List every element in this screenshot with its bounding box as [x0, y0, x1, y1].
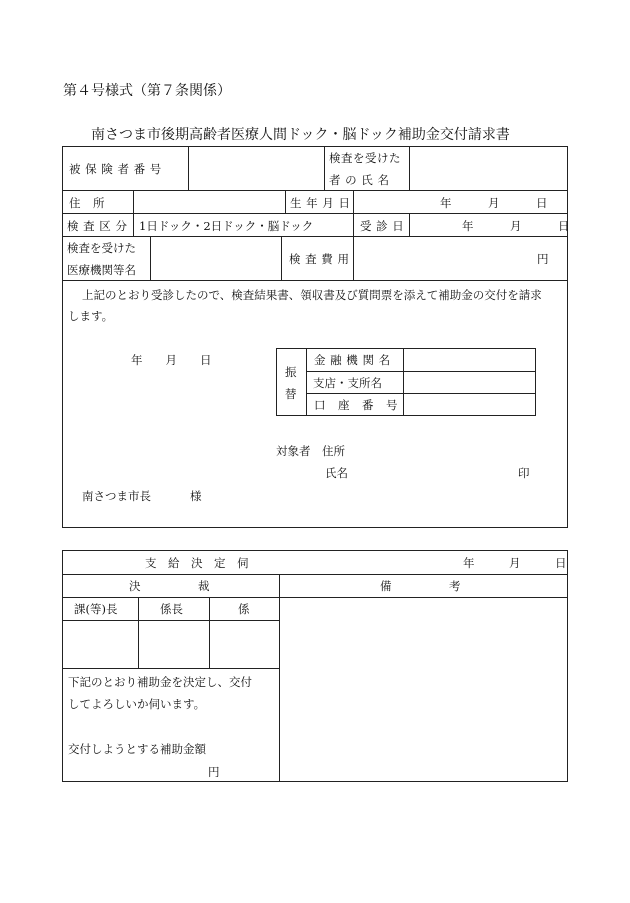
section-chief-label: 課(等)長 — [74, 602, 118, 616]
insured-number-label: 被 保 険 者 番 号 — [69, 162, 162, 176]
institution-field[interactable] — [152, 238, 280, 279]
staff-label: 係 — [238, 602, 250, 616]
exam-date-field[interactable]: 年 月 日 — [462, 219, 570, 233]
transfer-label-1: 振 — [285, 365, 297, 379]
insured-number-field[interactable] — [190, 148, 323, 189]
statement-line-2: します。 — [68, 309, 114, 323]
address-field[interactable] — [135, 192, 284, 212]
subsection-chief-label: 係長 — [160, 602, 183, 616]
fee-label: 検 査 費 用 — [289, 252, 350, 266]
remarks-label: 備 考 — [380, 579, 461, 593]
amount-label: 交付しようとする補助金額 — [68, 742, 206, 756]
examinee-name-field[interactable] — [411, 148, 566, 189]
institution-label-2: 医療機関等名 — [67, 263, 136, 277]
decision-date[interactable]: 年 月 日 — [463, 556, 567, 570]
branch-name-label: 支店・支所名 — [313, 376, 382, 390]
address-label: 住 所 — [69, 196, 105, 210]
fee-unit: 円 — [537, 252, 549, 266]
applicant-name-label: 氏名 — [325, 466, 348, 480]
amount-unit: 円 — [208, 765, 220, 779]
statement-line-1: 上記のとおり受診したので、検査結果書、領収書及び質問票を添えて補助金の交付を請求 — [82, 288, 542, 302]
applicant-address-label: 対象者 住所 — [276, 444, 345, 458]
remarks-field[interactable] — [281, 599, 566, 780]
section-chief-seal-box[interactable] — [64, 622, 137, 667]
birthdate-label: 生 年 月 日 — [290, 196, 351, 210]
birthdate-field[interactable]: 年 月 日 — [440, 196, 548, 210]
form-number: 第４号様式（第７条関係） — [63, 83, 231, 99]
transfer-label-2: 替 — [285, 387, 297, 401]
decision-text-line-2: してよろしいか伺います。 — [68, 697, 206, 711]
account-number-label: 口 座 番 号 — [314, 398, 398, 412]
bank-name-field[interactable] — [405, 350, 534, 370]
subsection-chief-seal-box[interactable] — [140, 622, 208, 667]
institution-label-1: 検査を受けた — [67, 241, 136, 255]
addressee: 南さつま市長 — [82, 489, 151, 503]
request-date[interactable]: 年 月 日 — [131, 353, 212, 367]
exam-type-label: 検 査 区 分 — [67, 219, 128, 233]
branch-name-field[interactable] — [405, 373, 534, 392]
honorific: 様 — [190, 489, 202, 503]
account-number-field[interactable] — [405, 395, 534, 414]
exam-type-options[interactable]: 1日ドック・2日ドック・脳ドック — [139, 219, 314, 233]
approval-label: 決 裁 — [129, 579, 210, 593]
decision-header: 支 給 決 定 伺 — [145, 556, 249, 570]
bank-name-label: 金 融 機 関 名 — [314, 353, 391, 367]
seal-mark: 印 — [518, 466, 530, 480]
examinee-name-label-1: 検査を受けた — [329, 151, 401, 165]
page-title: 南さつま市後期高齢者医療人間ドック・脳ドック補助金交付請求書 — [91, 127, 510, 143]
decision-text-line-1: 下記のとおり補助金を決定し、交付 — [68, 675, 252, 689]
staff-seal-box[interactable] — [211, 622, 278, 667]
exam-date-label: 受 診 日 — [360, 219, 405, 233]
examinee-name-label-2: 者 の 氏 名 — [329, 173, 390, 187]
